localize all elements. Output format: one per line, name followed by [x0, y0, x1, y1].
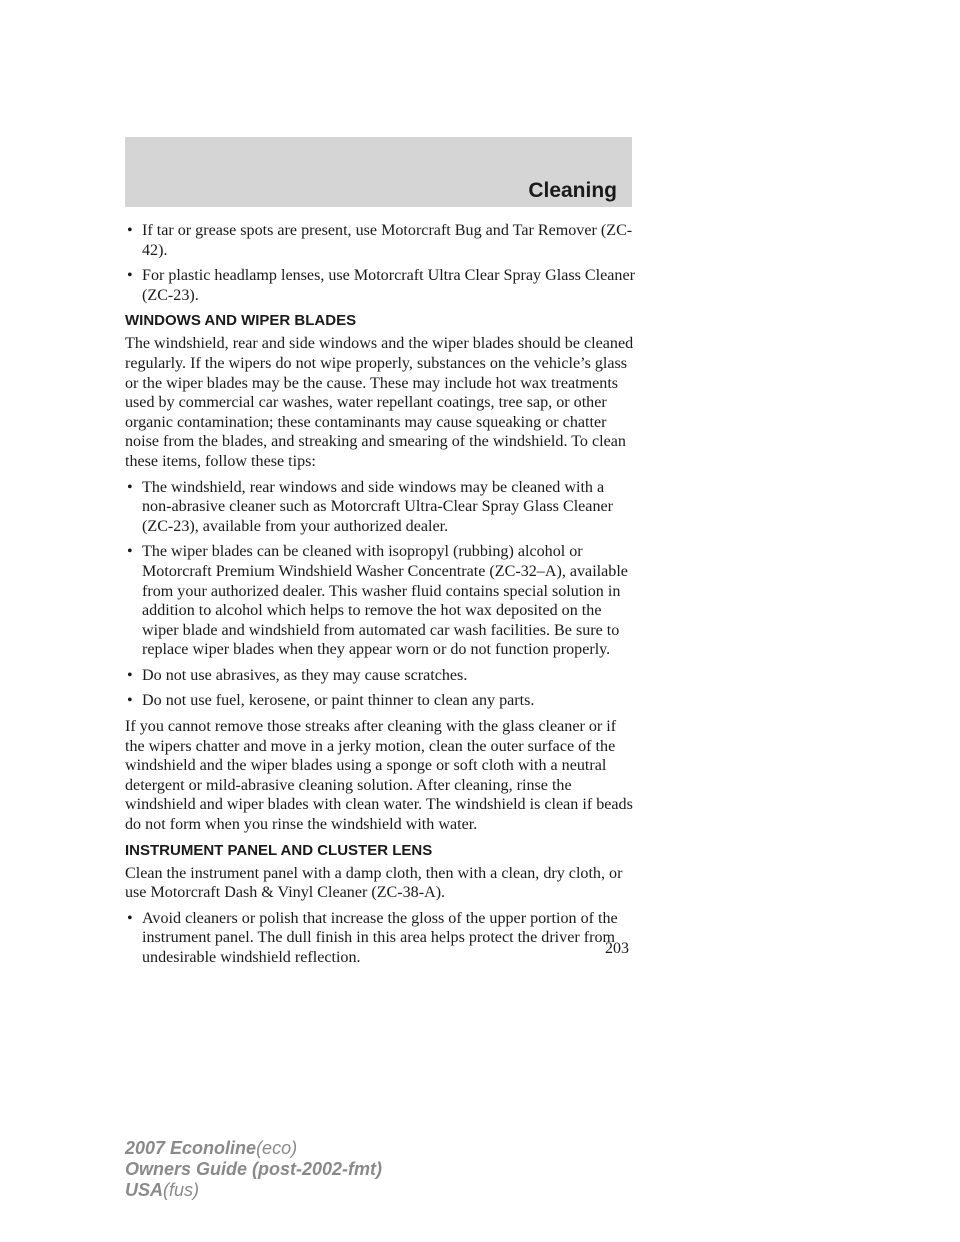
bullet-glyph: •: [127, 543, 133, 561]
bullet-item: [125, 221, 635, 260]
instrument-heading: INSTRUMENT PANEL AND CLUSTER LENS: [125, 841, 433, 859]
windows-intro: The windshield, rear and side windows and the wiper blades should be cleaned regularly. If the wipers do not wipe properly, substances on the vehicle’s glass or the wiper blades may be the cause. These may include hot wax treatments used by commercial car washes, water repellant coatings, tree sap, or other organic contamination; these contaminants may cause squeaking or chatter noise from the blades, and streaking and smearing of the windshield. To clean these items, follow these tips:: [125, 335, 634, 470]
section-header-band: [125, 137, 632, 207]
bullet-item: [125, 542, 635, 660]
page-content: [125, 221, 635, 974]
bullet-text: The windshield, rear windows and side windows may be cleaned with a non-abrasive cleaner such as Motorcraft Ultra-Clear Spray Glass Cleaner (ZC-23), available from your authorized dealer.: [142, 478, 614, 535]
bullet-text: Do not use fuel, kerosene, or paint thinner to clean any parts.: [142, 692, 535, 710]
footer-market-code: (fus): [163, 1180, 200, 1200]
section-title: Cleaning: [528, 179, 617, 202]
bullet-text: The wiper blades can be cleaned with isopropyl (rubbing) alcohol or Motorcraft Premium Windshield Washer Concentrate (ZC-32–A), available from your authorized dealer. This washer fluid contains special solution in addition to alcohol which helps to remove the hot wax deposited on the wiper blade and windshield from automated car wash facilities. Be sure to replace wiper blades when they appear worn or do not function properly.: [142, 543, 628, 659]
footer-line: [125, 1159, 382, 1180]
bullet-text: For plastic headlamp lenses, use Motorcraft Ultra Clear Spray Glass Cleaner (ZC-23).: [142, 267, 635, 304]
bullet-text: If tar or grease spots are present, use Motorcraft Bug and Tar Remover (ZC-42).: [142, 222, 633, 259]
windows-heading: WINDOWS AND WIPER BLADES: [125, 312, 357, 330]
bullet-item: [125, 691, 635, 711]
footer-guide: Owners Guide (post-2002-fmt): [125, 1159, 383, 1179]
footer-line: [125, 1138, 382, 1159]
bullet-text: Avoid cleaners or polish that increase the gloss of the upper portion of the instrument panel. The dull finish in this area helps protect the driver from undesirable windshield reflection.: [142, 909, 618, 966]
bullet-glyph: •: [127, 692, 133, 710]
bullet-glyph: •: [127, 222, 133, 239]
footer-market: USA: [125, 1180, 164, 1200]
bullet-glyph: •: [127, 666, 133, 684]
bullet-glyph: •: [127, 909, 133, 927]
bullet-text: Do not use abrasives, as they may cause scratches.: [142, 666, 468, 684]
bullet-item: [125, 266, 635, 305]
windows-closing: If you cannot remove those streaks after cleaning with the glass cleaner or if the wipers chatter and move in a jerky motion, clean the outer surface of the windshield and the wiper blades using a sponge or soft cloth with a neutral detergent or mild-abrasive cleaning solution. After cleaning, rinse the windshield and wiper blades with clean water. The windshield is clean if beads do not form when you rinse the windshield with water.: [125, 718, 633, 834]
bullet-item: [125, 666, 635, 686]
bullet-glyph: •: [127, 478, 133, 496]
bullet-glyph: •: [127, 267, 133, 285]
footer-model: 2007 Econoline: [125, 1138, 257, 1158]
bullet-item: [125, 478, 635, 537]
page-number: 203: [605, 940, 629, 957]
footer-model-code: (eco): [256, 1138, 298, 1158]
instrument-intro: Clean the instrument panel with a damp cloth, then with a clean, dry cloth, or use Motorcraft Dash & Vinyl Cleaner (ZC-38-A).: [125, 864, 623, 902]
footer-line: [125, 1180, 382, 1201]
bullet-item: [125, 909, 635, 968]
document-footer: [125, 1138, 382, 1201]
